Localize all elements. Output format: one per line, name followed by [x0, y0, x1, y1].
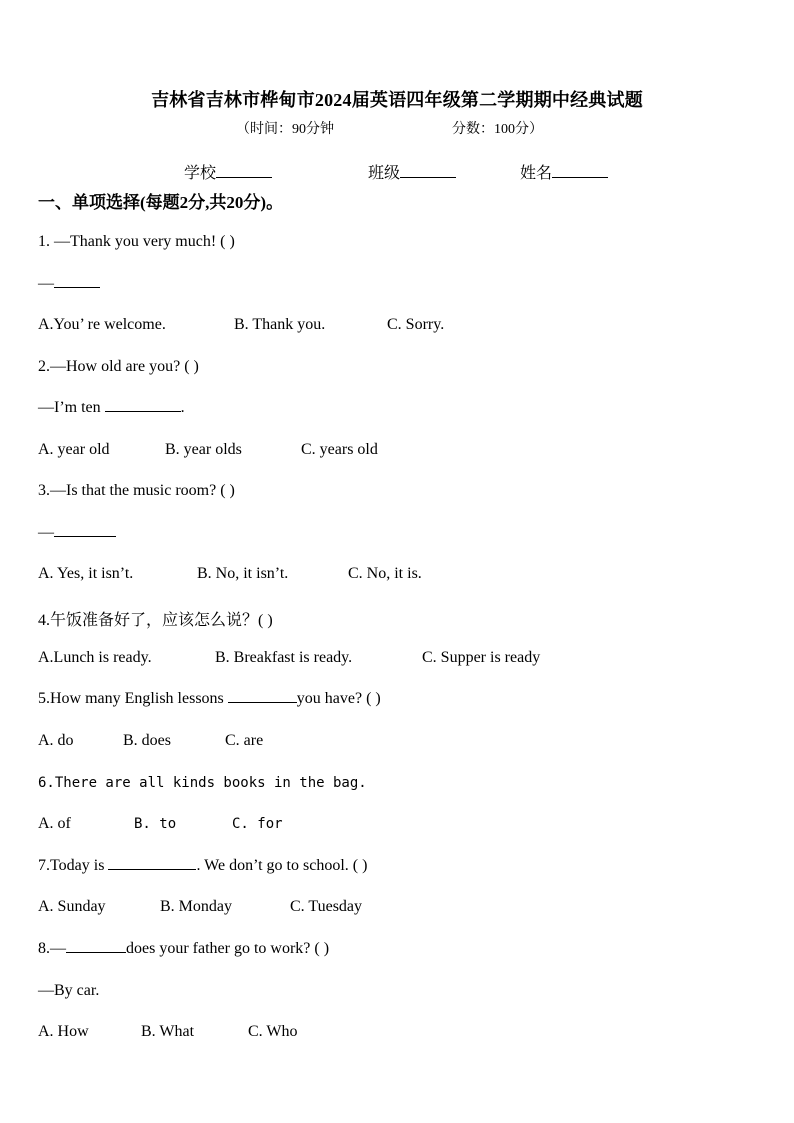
q7-stem-post: . We don’t go to school. ( ): [196, 857, 368, 874]
q6-options: [38, 815, 283, 833]
q7-option-b[interactable]: B. Monday: [160, 898, 232, 915]
q8-answer-blank[interactable]: [66, 940, 126, 953]
q7-option-a[interactable]: A. Sunday: [38, 898, 106, 915]
q1-option-a[interactable]: A.You’ re welcome.: [38, 316, 166, 333]
exam-title: 吉林省吉林市桦甸市2024届英语四年级第二学期期中经典试题: [151, 90, 643, 110]
q6-stem-text: 6.There are all kinds books in the bag.: [38, 775, 367, 791]
class-blank[interactable]: [400, 163, 456, 178]
q6-option-b[interactable]: B. to: [134, 816, 177, 832]
q1-options: [38, 316, 444, 334]
q2-reply-post: .: [180, 399, 185, 416]
name-label: 姓名: [520, 165, 553, 182]
q6-option-a[interactable]: [38, 815, 134, 833]
q8-stem: [38, 940, 329, 958]
q1-reply-dash: —: [38, 275, 54, 292]
q7-option-c[interactable]: C. Tuesday: [290, 898, 363, 915]
q3-stem: 3.—Is that the music room? ( ): [38, 482, 235, 499]
school-blank[interactable]: [216, 163, 272, 178]
q8-reply: —By car.: [38, 982, 100, 999]
q1-option-c[interactable]: C. Sorry.: [387, 316, 445, 333]
q2-reply-pre: —I’m ten: [38, 399, 105, 416]
name-field[interactable]: [520, 160, 608, 183]
q3-option-a[interactable]: A. Yes, it isn’t.: [38, 565, 134, 582]
q3-reply-dash: —: [38, 524, 54, 541]
q7-stem: [38, 857, 367, 875]
q4-stem: 4.午饭准备好了，应该怎么说？( ): [38, 612, 273, 629]
name-blank[interactable]: [552, 163, 608, 178]
class-field[interactable]: [368, 160, 456, 183]
q5-options: [38, 732, 263, 750]
q4-option-c[interactable]: C. Supper is ready: [422, 649, 541, 666]
class-label: 班级: [368, 165, 401, 182]
school-label: 学校: [184, 165, 217, 182]
q6-option-c[interactable]: C. for: [232, 816, 283, 832]
q3-option-c[interactable]: C. No, it is.: [348, 565, 422, 582]
q2-stem: 2.—How old are you? ( ): [38, 358, 199, 375]
q1-reply: [38, 275, 100, 293]
q4-option-b[interactable]: B. Breakfast is ready.: [215, 649, 353, 666]
q3-options: [38, 565, 422, 583]
exam-time: （时间：90分钟: [236, 122, 334, 137]
q3-reply: [38, 524, 116, 542]
q5-answer-blank[interactable]: [228, 690, 297, 703]
exam-score: 分数：100分）: [452, 122, 543, 137]
q8-options: [38, 1023, 297, 1041]
q1-stem: 1. —Thank you very much! ( ): [38, 233, 235, 250]
q8-stem-post: does your father go to work? ( ): [126, 940, 330, 957]
q8-option-b[interactable]: B. What: [141, 1023, 195, 1040]
q5-stem-pre: 5.How many English lessons: [38, 690, 228, 707]
q1-answer-blank[interactable]: [54, 275, 100, 288]
q5-stem: [38, 690, 381, 708]
q1-option-b[interactable]: B. Thank you.: [234, 316, 326, 333]
q5-stem-post: you have? ( ): [296, 690, 381, 707]
school-field[interactable]: [184, 160, 272, 183]
q8-option-c[interactable]: C. Who: [248, 1023, 298, 1040]
q7-stem-pre: 7.Today is: [38, 857, 109, 874]
q8-option-a[interactable]: A. How: [38, 1023, 89, 1040]
q2-answer-blank[interactable]: [105, 399, 181, 412]
q6-option-a-label: A. of: [38, 815, 71, 832]
q4-option-a[interactable]: A.Lunch is ready.: [38, 649, 152, 666]
q7-answer-blank[interactable]: [108, 857, 196, 870]
section-heading: 一、单项选择(每题2分,共20分)。: [38, 193, 284, 212]
q2-option-b[interactable]: B. year olds: [165, 441, 242, 458]
q2-reply: [38, 399, 185, 417]
q5-option-b[interactable]: B. does: [123, 732, 171, 749]
q8-stem-pre: 8.—: [38, 940, 66, 957]
q2-option-a[interactable]: A. year old: [38, 441, 110, 458]
q3-answer-blank[interactable]: [54, 524, 116, 537]
q5-option-a[interactable]: A. do: [38, 732, 74, 749]
q3-option-b[interactable]: B. No, it isn’t.: [197, 565, 289, 582]
q7-options: [38, 898, 362, 916]
q2-options: [38, 441, 378, 459]
q5-option-c[interactable]: C. are: [225, 732, 264, 749]
q4-options: [38, 649, 540, 667]
q2-option-c[interactable]: C. years old: [301, 441, 378, 458]
q6-stem: [38, 774, 367, 792]
